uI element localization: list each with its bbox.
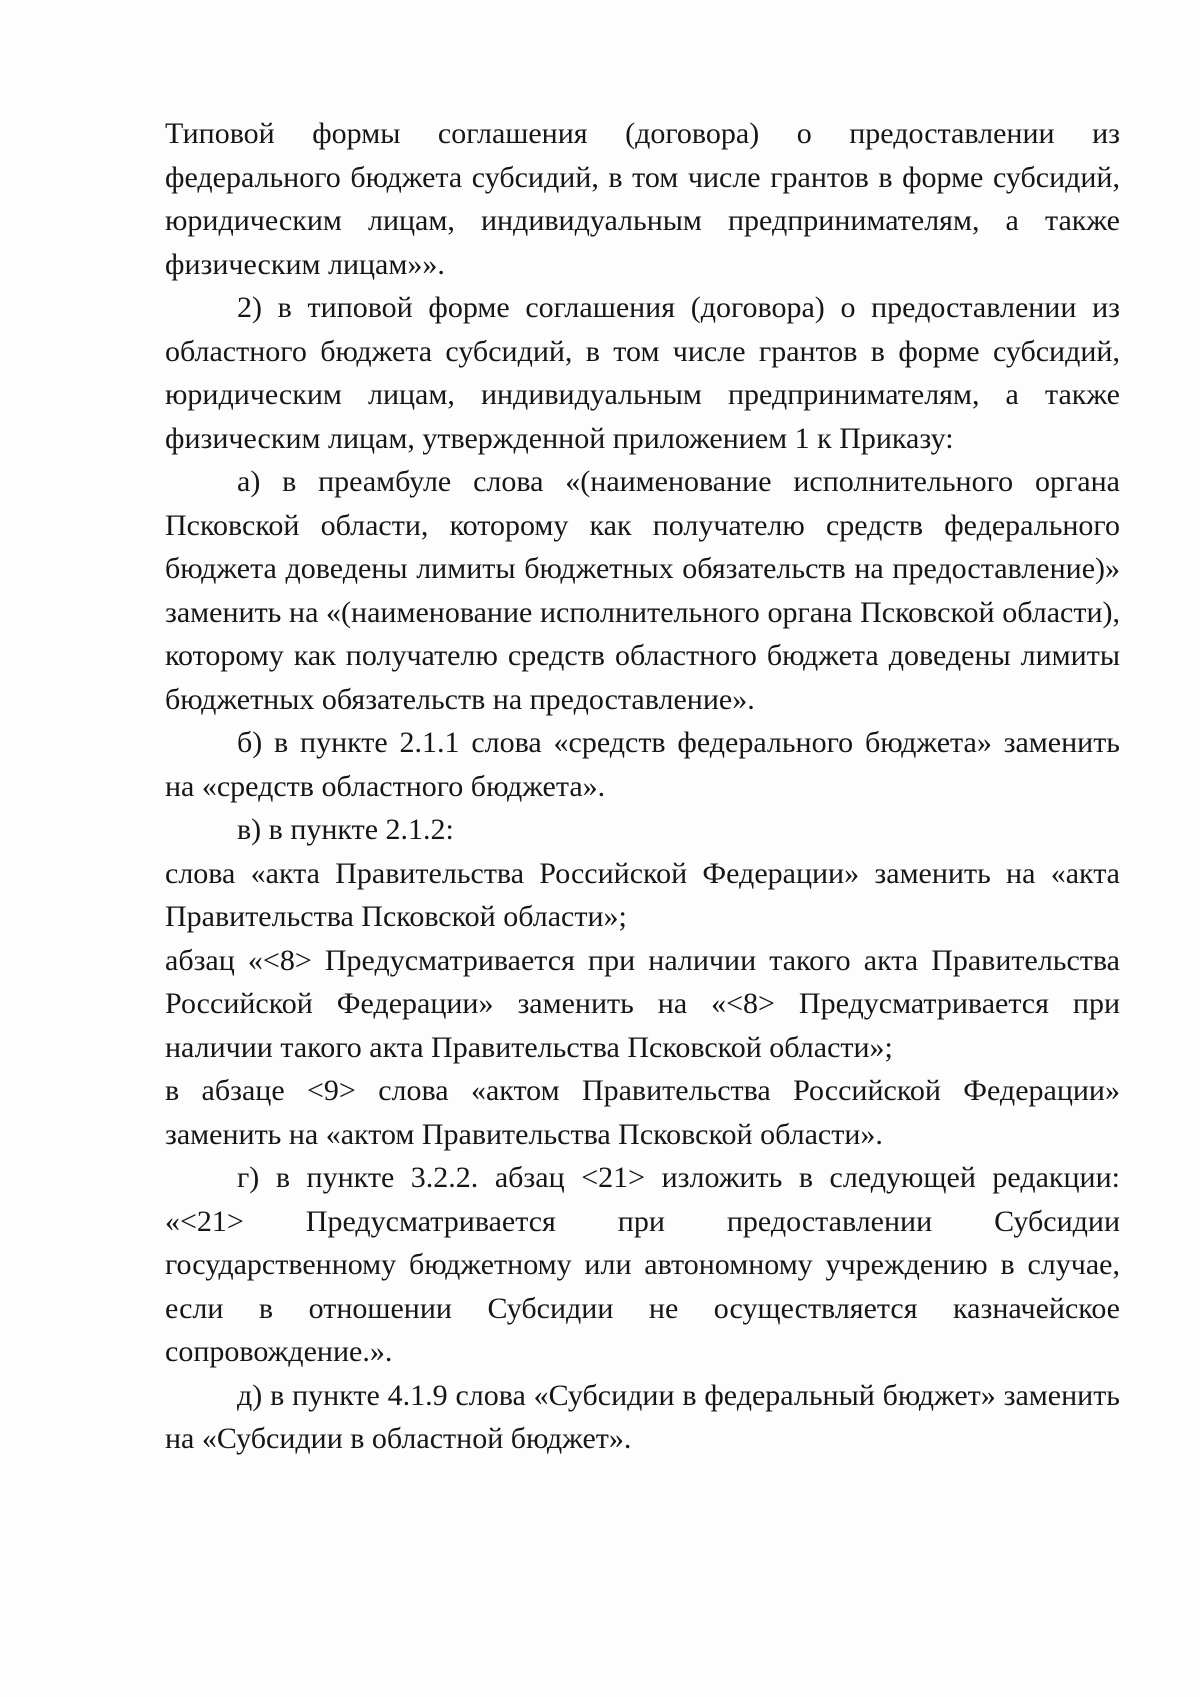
paragraph-abzac-8: абзац «<8> Предусматривается при наличии такого акта Правительства Российской Федерации» заменить на «<8> Предусматривается при наличии такого акта Правительства Псковской области»; — [165, 943, 1120, 1064]
document-body — [165, 112, 1120, 1461]
paragraph-subitem-v: в) в пункте 2.1.2: — [237, 813, 454, 846]
paragraph-subitem-a: а) в преамбуле слова «(наименование исполнительного органа Псковской области, которому как получателю средств федерального бюджета доведены лимиты бюджетных обязательств на предоставление)» заменить на «(наименование исполнительного органа Псковской области), которому как получателю средств областного бюджета доведены лимиты бюджетных обязательств на предоставление». — [165, 465, 1120, 716]
paragraph-abzac-9: в абзаце <9> слова «актом Правительства Российской Федерации» заменить на «актом Правительства Псковской области». — [165, 1074, 1120, 1151]
paragraph-subitem-b: б) в пункте 2.1.1 слова «средств федерального бюджета» заменить на «средств областного бюджета». — [165, 726, 1120, 803]
paragraph-item-2: 2) в типовой форме соглашения (договора) о предоставлении из областного бюджета субсидий, в том числе грантов в форме субсидий, юридическим лицам, индивидуальным предпринимателям, а также физическим лицам, утвержденной приложением 1 к Приказу: — [165, 291, 1120, 455]
paragraph-words-act-government: слова «акта Правительства Российской Федерации» заменить на «акта Правительства Псковской области»; — [165, 856, 1120, 933]
paragraph-typical-form-title-end: Типовой формы соглашения (договора) о предоставлении из федерального бюджета субсидий, в том числе грантов в форме субсидий, юридическим лицам, индивидуальным предпринимателям, а также физическим лицам»». — [165, 117, 1120, 281]
paragraph-subitem-g: г) в пункте 3.2.2. абзац <21> изложить в следующей редакции: «<21> Предусматривается при предоставлении Субсидии государственному бюджетному или автономному учреждению в случае, если в отношении Субсидии не осуществляется казначейское сопровождение.». — [165, 1161, 1120, 1368]
paragraph-subitem-d: д) в пункте 4.1.9 слова «Субсидии в федеральный бюджет» заменить на «Субсидии в областной бюджет». — [165, 1378, 1120, 1455]
